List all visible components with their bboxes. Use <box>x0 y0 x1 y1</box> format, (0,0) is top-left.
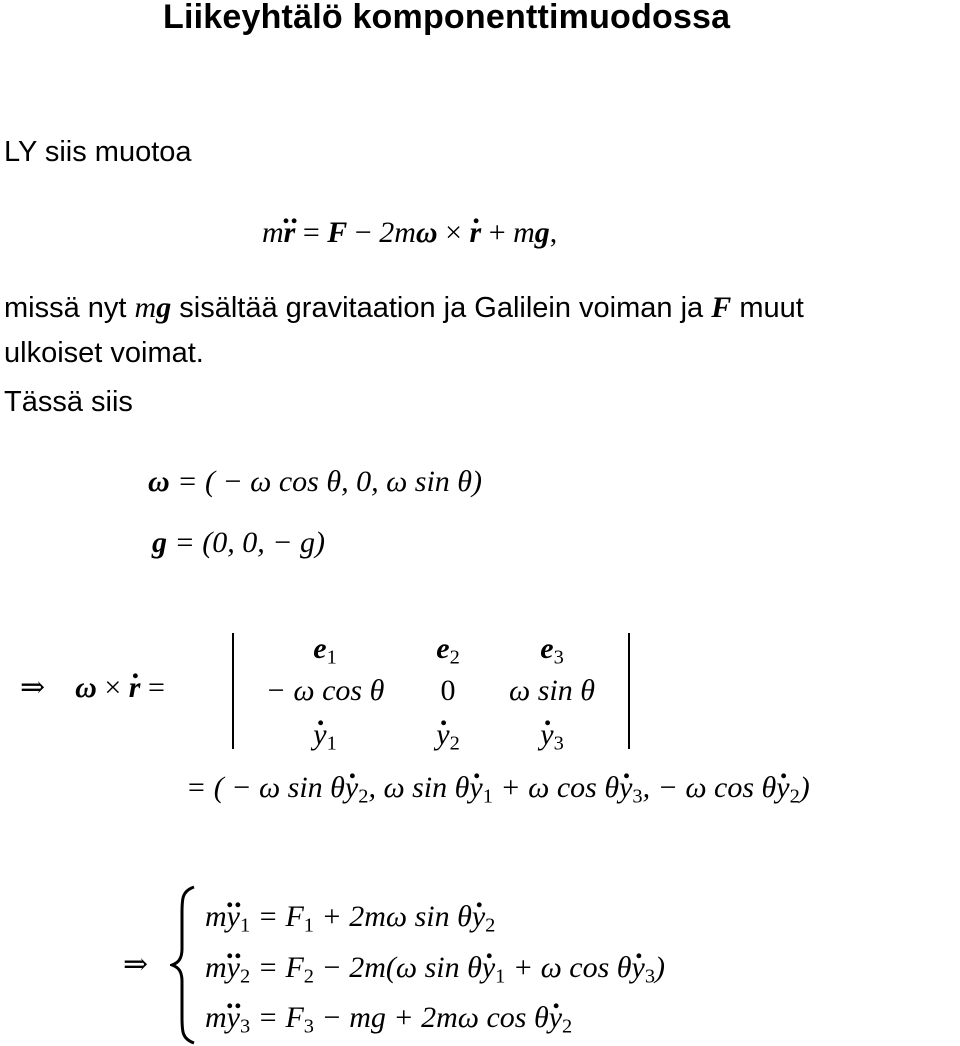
det-y2: y $._2$ <box>418 720 478 754</box>
cross-omega: ω <box>75 671 97 704</box>
result-part-a: = ( − ω sin θ <box>186 771 345 804</box>
para1-m: m <box>134 291 157 324</box>
det-e3: $e_3$ <box>540 632 564 669</box>
equation-of-motion <box>262 218 557 248</box>
eq-m: m <box>262 216 284 249</box>
system-equation-3: my $.._3 = F_3$ − mg + 2mω cos θy $._2$ <box>205 1003 572 1037</box>
implies-arrow-1: ⇒ <box>20 671 46 704</box>
result-part-c: + ω cos θ <box>492 771 620 804</box>
determinant-left-bar <box>232 633 234 749</box>
det-y1: y $._1$ <box>245 720 405 754</box>
g-definition <box>152 528 325 558</box>
para1-F: F <box>711 291 732 324</box>
eq-r-ddot: r .. <box>284 218 296 248</box>
result-part-b: , ω sin θ <box>368 771 470 804</box>
det-e2: $e_2$ <box>436 632 460 669</box>
det-y3: y $._3$ <box>482 720 622 754</box>
system-equation-1: my $.._1 = F_1 + 2m\omega$ sin θy $._2$ <box>205 902 495 936</box>
eq-equals: = <box>302 216 320 249</box>
paragraph-line-2: ulkoiset voimat. <box>4 337 204 369</box>
eq-g: g <box>534 216 550 249</box>
eq-2m: 2m <box>379 216 416 249</box>
omega-def-lhs: ω <box>148 465 170 498</box>
g-def-lhs: g <box>152 526 167 559</box>
result-y3: y . <box>619 773 632 803</box>
cross-equals: = <box>147 671 165 704</box>
system-equation-2: my $.._2 = F_2 - 2m(\omega$ sin θy $._1 + \omega$ cos θy $._3$) <box>205 953 665 987</box>
para1-text-a: missä nyt <box>4 292 127 324</box>
eq-F: F <box>327 216 348 249</box>
omega-def-rhs: = ( − ω cos θ, 0, ω sin θ) <box>177 465 483 498</box>
eq-times: × <box>445 216 463 249</box>
para1-text-b: sisältää gravitaation ja Galilein voiman ja <box>179 292 704 324</box>
result-y2: y . <box>345 773 358 803</box>
intro-text: LY siis muotoa <box>4 136 192 168</box>
g-def-rhs: = (0, 0, − g) <box>174 526 325 559</box>
cross-r-dot: r . <box>129 673 141 703</box>
para1-g: g <box>156 291 172 324</box>
result-y1: y . <box>469 773 482 803</box>
det-e1: $e_1$ <box>313 632 337 669</box>
det-r2-c3: ω sin θ <box>509 674 595 707</box>
result-part-e: ) <box>799 771 810 804</box>
left-brace <box>170 885 198 1045</box>
determinant-right-bar <box>628 633 630 749</box>
eq-minus: − <box>354 216 372 249</box>
para1-text-c: muut <box>739 292 804 324</box>
result-part-d: , − ω cos θ <box>642 771 777 804</box>
cross-times: × <box>104 671 122 704</box>
eq-comma: , <box>549 216 558 249</box>
cross-product-lhs <box>20 673 165 703</box>
result-y2b: y . <box>776 773 789 803</box>
implies-arrow-2: ⇒ <box>123 948 149 981</box>
det-r2-c2: 0 <box>440 674 456 707</box>
eq-omega: ω <box>415 216 438 249</box>
omega-definition <box>148 467 482 497</box>
eq-mg-m: m <box>513 216 535 249</box>
eq-plus: + <box>488 216 506 249</box>
det-r2-c1: − ω cos θ <box>265 674 385 707</box>
paragraph-line-1 <box>4 293 804 323</box>
cross-product-result: = ( − ω sin θy $._2$, ω sin θy $._1 + \omega$ cos θy $._3$, − ω cos θy $._2$) <box>186 773 810 807</box>
paragraph-line-3: Tässä siis <box>4 386 133 418</box>
page-title: Liikeyhtälö komponenttimuodossa <box>163 0 731 36</box>
eq-r-dot: r . <box>470 218 482 248</box>
